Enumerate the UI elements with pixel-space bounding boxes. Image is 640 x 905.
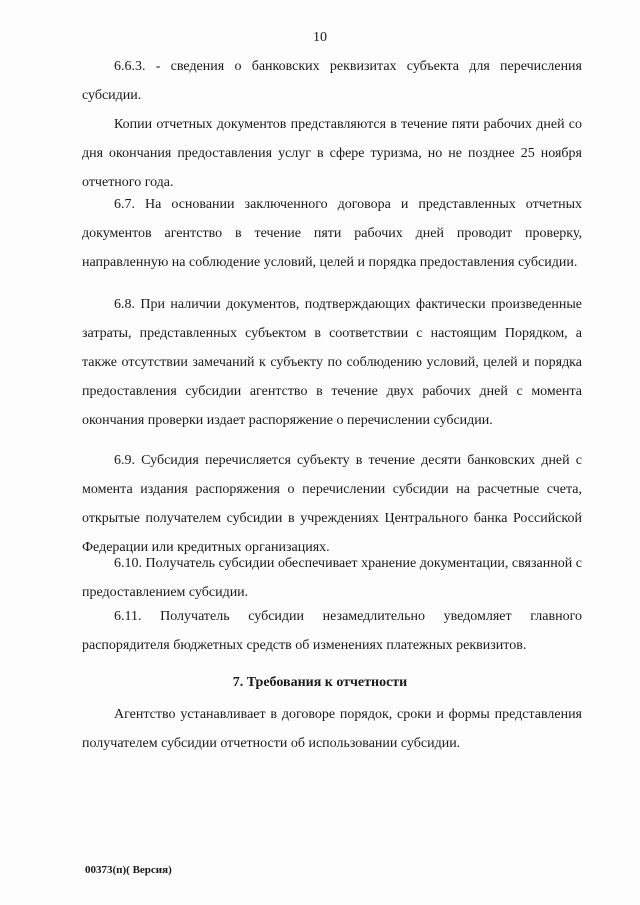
section-paragraph: Агентство устанавливает в договоре порядок, сроки и формы представления получателем субсидии отчетности об использовании субсидии.	[82, 707, 582, 751]
paragraph-6-11: 6.11. Получатель субсидии незамедлительно уведомляет главного распорядителя бюджетных средств об изменениях платежных реквизитов.	[82, 609, 582, 653]
paragraph-6-7: 6.7. На основании заключенного договора и представленных отчетных документов агентство в течение пяти рабочих дней проводит проверку, направленную на соблюдение условий, целей и порядка предоставления субсидии.	[82, 197, 582, 270]
page-number: 10	[313, 30, 327, 45]
paragraph-copies-reports: Копии отчетных документов представляются в течение пяти рабочих дней со дня окончания предоставления услуг в сфере туризма, но не позднее 25 ноября отчетного года.	[82, 117, 582, 190]
paragraph-6-8: 6.8. При наличии документов, подтверждающих фактически произведенные затраты, представленных субъектом в соответствии с настоящим Порядком, а также отсутствии замечаний к субъекту по соблюдению условий, целей и порядка предоставления субсидии агентство в течение двух рабочих дней с момента окончания проверки издает распоряжение о перечислении субсидии.	[82, 297, 582, 428]
paragraph-6-9: 6.9. Субсидия перечисляется субъекту в течение десяти банковских дней с момента издания распоряжения о перечислении субсидии на расчетные счета, открытые получателем субсидии в учреждениях Центрального банка Российской Федерации или кредитных организациях.	[82, 453, 582, 555]
footer-doc-code: 00373(п)( Версия)	[85, 864, 172, 876]
section-heading: 7. Требования к отчетности	[232, 675, 408, 690]
paragraph-6-10: 6.10. Получатель субсидии обеспечивает хранение документации, связанной с предоставлением субсидии.	[82, 556, 582, 600]
paragraph-6-6-3: 6.6.3. - сведения о банковских реквизитах субъекта для перечисления субсидии.	[82, 59, 582, 103]
